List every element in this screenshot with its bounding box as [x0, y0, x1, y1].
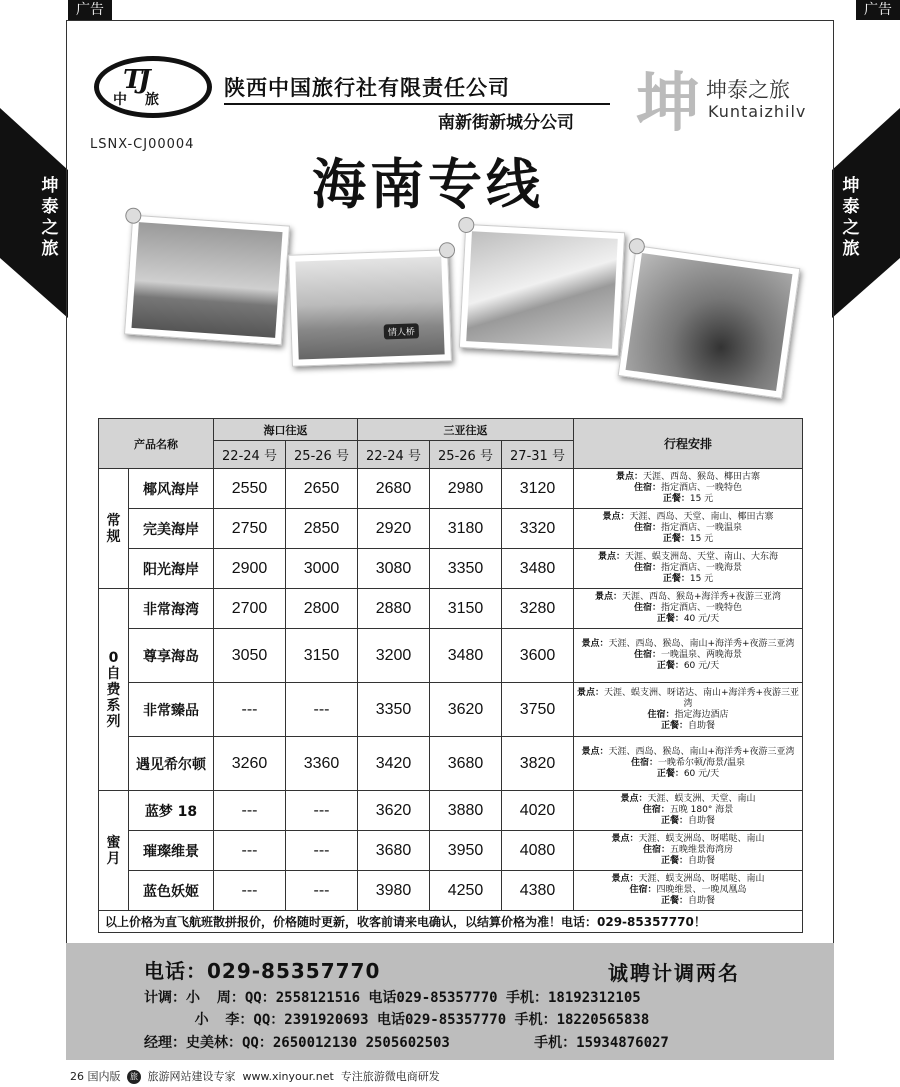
price-cell: 3320: [502, 509, 574, 549]
itinerary-cell: [574, 791, 803, 831]
price-cell: 2650: [286, 469, 358, 509]
header-date: 22-24 号: [358, 441, 430, 469]
itinerary-hotel: 住宿：一晚希尔顿/海景/温泉: [630, 758, 746, 768]
itinerary-meal: 正餐：60 元/天: [656, 769, 720, 779]
price-cell: 4020: [502, 791, 574, 831]
price-cell: 3180: [430, 509, 502, 549]
footer-logo-icon: 旅: [127, 1070, 141, 1084]
product-name: 遇见希尔顿: [129, 737, 214, 791]
itinerary-spots: 景点：天涯、蜈支洲、天堂、南山: [620, 794, 756, 804]
itinerary-meal: 正餐：15 元: [662, 534, 714, 544]
itinerary-spots: 景点：天涯、蜈支洲岛、天堂、南山、大东海: [597, 552, 779, 562]
side-tab-left: [0, 108, 68, 318]
itinerary-cell: [574, 589, 803, 629]
price-cell: 3150: [286, 629, 358, 683]
price-table-body: [99, 469, 803, 911]
logo-letters: TJ: [123, 65, 147, 95]
itinerary-meal: 正餐：自助餐: [660, 856, 716, 866]
price-cell: 2700: [214, 589, 286, 629]
brand-brush-logo: 坤: [636, 66, 700, 141]
product-name: 璀璨维景: [129, 831, 214, 871]
price-cell: ---: [286, 831, 358, 871]
itinerary-hotel: 住宿：指定酒店、一晚温泉: [633, 523, 743, 533]
price-cell: ---: [214, 871, 286, 911]
itinerary-hotel: 住宿：五晚 180° 海景: [642, 805, 734, 815]
header-sanya: 三亚往返: [358, 419, 574, 441]
category-label: 蜜 月: [99, 791, 129, 911]
product-name: 阳光海岸: [129, 549, 214, 589]
side-tab-left-text: 坤泰之旅: [41, 176, 59, 259]
contact-row: 小 李：QQ：2391920693 电话029-85357770 手机：18220565838: [144, 1012, 650, 1028]
price-cell: 3480: [430, 629, 502, 683]
price-cell: 4080: [502, 831, 574, 871]
itinerary-meal: 正餐：自助餐: [660, 896, 716, 906]
company-name: 陕西中国旅行社有限责任公司: [224, 76, 510, 100]
license-number: LSNX-CJ00004: [90, 137, 195, 152]
price-cell: 3680: [358, 831, 430, 871]
price-cell: 2880: [358, 589, 430, 629]
product-name: 非常海湾: [129, 589, 214, 629]
product-name: 完美海岸: [129, 509, 214, 549]
price-cell: 3080: [358, 549, 430, 589]
itinerary-spots: 景点：天涯、蜈支洲岛、呀喏哒、南山: [611, 874, 765, 884]
price-cell: 3000: [286, 549, 358, 589]
table-row: [99, 629, 803, 683]
itinerary-spots: 景点：天涯、西岛、猴岛、椰田古寨: [615, 472, 761, 482]
itinerary-hotel: 住宿：指定酒店、一晚特色: [633, 603, 743, 613]
table-row: [99, 549, 803, 589]
company-divider: [224, 103, 610, 105]
table-row: [99, 509, 803, 549]
itinerary-meal: 正餐：自助餐: [660, 720, 716, 731]
brand-name-cn: 坤泰之旅: [706, 78, 790, 102]
price-cell: 3120: [502, 469, 574, 509]
table-row: [99, 469, 803, 509]
product-name: 蓝色妖姬: [129, 871, 214, 911]
itinerary-hotel: 住宿：五晚维景海湾房: [642, 845, 734, 855]
price-cell: 3950: [430, 831, 502, 871]
itinerary-cell: [574, 831, 803, 871]
itinerary-cell: [574, 871, 803, 911]
recruit-notice: 诚聘计调两名: [608, 961, 740, 985]
price-table: [98, 418, 803, 933]
itinerary-hotel: 住宿：指定海边酒店: [647, 709, 729, 720]
table-row: [99, 871, 803, 911]
price-cell: 3280: [502, 589, 574, 629]
category-label: 0 自 费 系 列: [99, 589, 129, 791]
product-name: 非常臻品: [129, 683, 214, 737]
page-footer: [70, 1068, 440, 1084]
price-cell: 4250: [430, 871, 502, 911]
itinerary-hotel: 住宿：指定酒店、一晚特色: [633, 483, 743, 493]
price-cell: ---: [214, 831, 286, 871]
price-cell: 3200: [358, 629, 430, 683]
price-cell: 3480: [502, 549, 574, 589]
footer-slogan: 旅游网站建设专家: [147, 1070, 236, 1083]
header-haikou: 海口往返: [214, 419, 358, 441]
header-date: 22-24 号: [214, 441, 286, 469]
itinerary-hotel: 住宿：一晚温泉、两晚海景: [633, 650, 743, 660]
itinerary-meal: 正餐：自助餐: [660, 816, 716, 826]
price-cell: 2550: [214, 469, 286, 509]
itinerary-spots: 景点：天涯、蜈支洲岛、呀喏哒、南山: [611, 834, 765, 844]
main-phone: 电话：029-85357770: [144, 959, 381, 983]
side-tab-right: [832, 108, 900, 318]
price-cell: ---: [214, 683, 286, 737]
product-name: 椰风海岸: [129, 469, 214, 509]
header-itinerary: 行程安排: [574, 419, 803, 469]
price-cell: 2680: [358, 469, 430, 509]
brand-name-en: Kuntaizhilv: [708, 102, 807, 121]
price-cell: 3350: [430, 549, 502, 589]
price-cell: 3360: [286, 737, 358, 791]
price-cell: 3880: [430, 791, 502, 831]
photo-guanyin-statue: [124, 215, 290, 346]
itinerary-cell: [574, 629, 803, 683]
price-cell: 3980: [358, 871, 430, 911]
price-cell: 3680: [430, 737, 502, 791]
price-cell: 2980: [430, 469, 502, 509]
itinerary-meal: 正餐：60 元/天: [656, 661, 720, 671]
price-cell: 3420: [358, 737, 430, 791]
header-date: 25-26 号: [430, 441, 502, 469]
photo-beach: [459, 224, 625, 356]
price-cell: 2800: [286, 589, 358, 629]
price-cell: 3600: [502, 629, 574, 683]
price-cell: 3050: [214, 629, 286, 683]
itinerary-spots: 景点：天涯、西岛、猴岛、南山+海洋秀+夜游三亚湾: [581, 639, 795, 649]
price-cell: ---: [214, 791, 286, 831]
contact-panel: [66, 943, 834, 1060]
price-cell: ---: [286, 871, 358, 911]
itinerary-cell: [574, 509, 803, 549]
itinerary-cell: [574, 549, 803, 589]
itinerary-spots: 景点：天涯、西岛、猴岛、南山+海洋秀+夜游三亚湾: [581, 747, 795, 757]
table-row: [99, 737, 803, 791]
category-label: 常 规: [99, 469, 129, 589]
price-cell: 2850: [286, 509, 358, 549]
price-cell: 3150: [430, 589, 502, 629]
itinerary-hotel: 住宿：四晚维景、一晚凤凰岛: [629, 885, 747, 895]
contact-row: 经理：史美林：QQ：2650012130 2505602503 手机：15934876027: [144, 1035, 669, 1051]
itinerary-spots: 景点：天涯、西岛、猴岛+海洋秀+夜游三亚湾: [594, 592, 782, 602]
price-cell: 3820: [502, 737, 574, 791]
photo-lovers-bridge: [288, 249, 452, 367]
itinerary-meal: 正餐：15 元: [662, 574, 714, 584]
itinerary-cell: [574, 683, 803, 737]
itinerary-hotel: 住宿：指定酒店、一晚海景: [633, 563, 743, 573]
header-date: 25-26 号: [286, 441, 358, 469]
table-row: [99, 589, 803, 629]
product-name: 尊享海岛: [129, 629, 214, 683]
price-cell: 3620: [358, 791, 430, 831]
price-cell: ---: [286, 791, 358, 831]
price-cell: 2750: [214, 509, 286, 549]
price-cell: 3260: [214, 737, 286, 791]
side-tab-right-text: 坤泰之旅: [842, 176, 860, 259]
itinerary-spots: 景点：天涯、西岛、天堂、南山、椰田古寨: [602, 512, 774, 522]
table-row: [99, 791, 803, 831]
table-row: [99, 683, 803, 737]
logo-chinese: 中旅: [113, 92, 177, 108]
itinerary-meal: 正餐：40 元/天: [656, 614, 720, 624]
page-title: 海南专线: [312, 153, 544, 216]
ad-label-right: 广告: [856, 0, 900, 20]
price-cell: ---: [286, 683, 358, 737]
footer-slogan-2: 专注旅游微电商研发: [340, 1070, 440, 1083]
price-note: 以上价格为直飞航班散拼报价，价格随时更新，收客前请来电确认，以结算价格为准！电话：029-85357770！: [99, 911, 803, 933]
table-row: [99, 831, 803, 871]
header-date: 27-31 号: [502, 441, 574, 469]
itinerary-meal: 正餐：15 元: [662, 494, 714, 504]
price-cell: 4380: [502, 871, 574, 911]
ad-label-left: 广告: [68, 0, 112, 20]
contact-row: 计调：小 周：QQ：2558121516 电话029-85357770 手机：18192312105: [144, 990, 641, 1006]
price-cell: 2900: [214, 549, 286, 589]
price-cell: 3750: [502, 683, 574, 737]
product-name: 蓝梦 18: [129, 791, 214, 831]
itinerary-spots: 景点：天涯、蜈支洲、呀诺达、南山+海洋秀+夜游三亚湾: [576, 687, 800, 709]
cts-logo: [94, 56, 212, 118]
itinerary-cell: [574, 737, 803, 791]
header-product: 产品名称: [99, 419, 214, 469]
footer-url: www.xinyour.net: [242, 1070, 334, 1083]
branch-name: 南新街新城分公司: [438, 113, 574, 133]
price-cell: 2920: [358, 509, 430, 549]
itinerary-cell: [574, 469, 803, 509]
photo-coral-reef: [618, 245, 801, 399]
price-cell: 3350: [358, 683, 430, 737]
bridge-sign: 情人桥: [384, 323, 420, 339]
price-cell: 3620: [430, 683, 502, 737]
page-number: 26 国内版: [70, 1070, 121, 1083]
